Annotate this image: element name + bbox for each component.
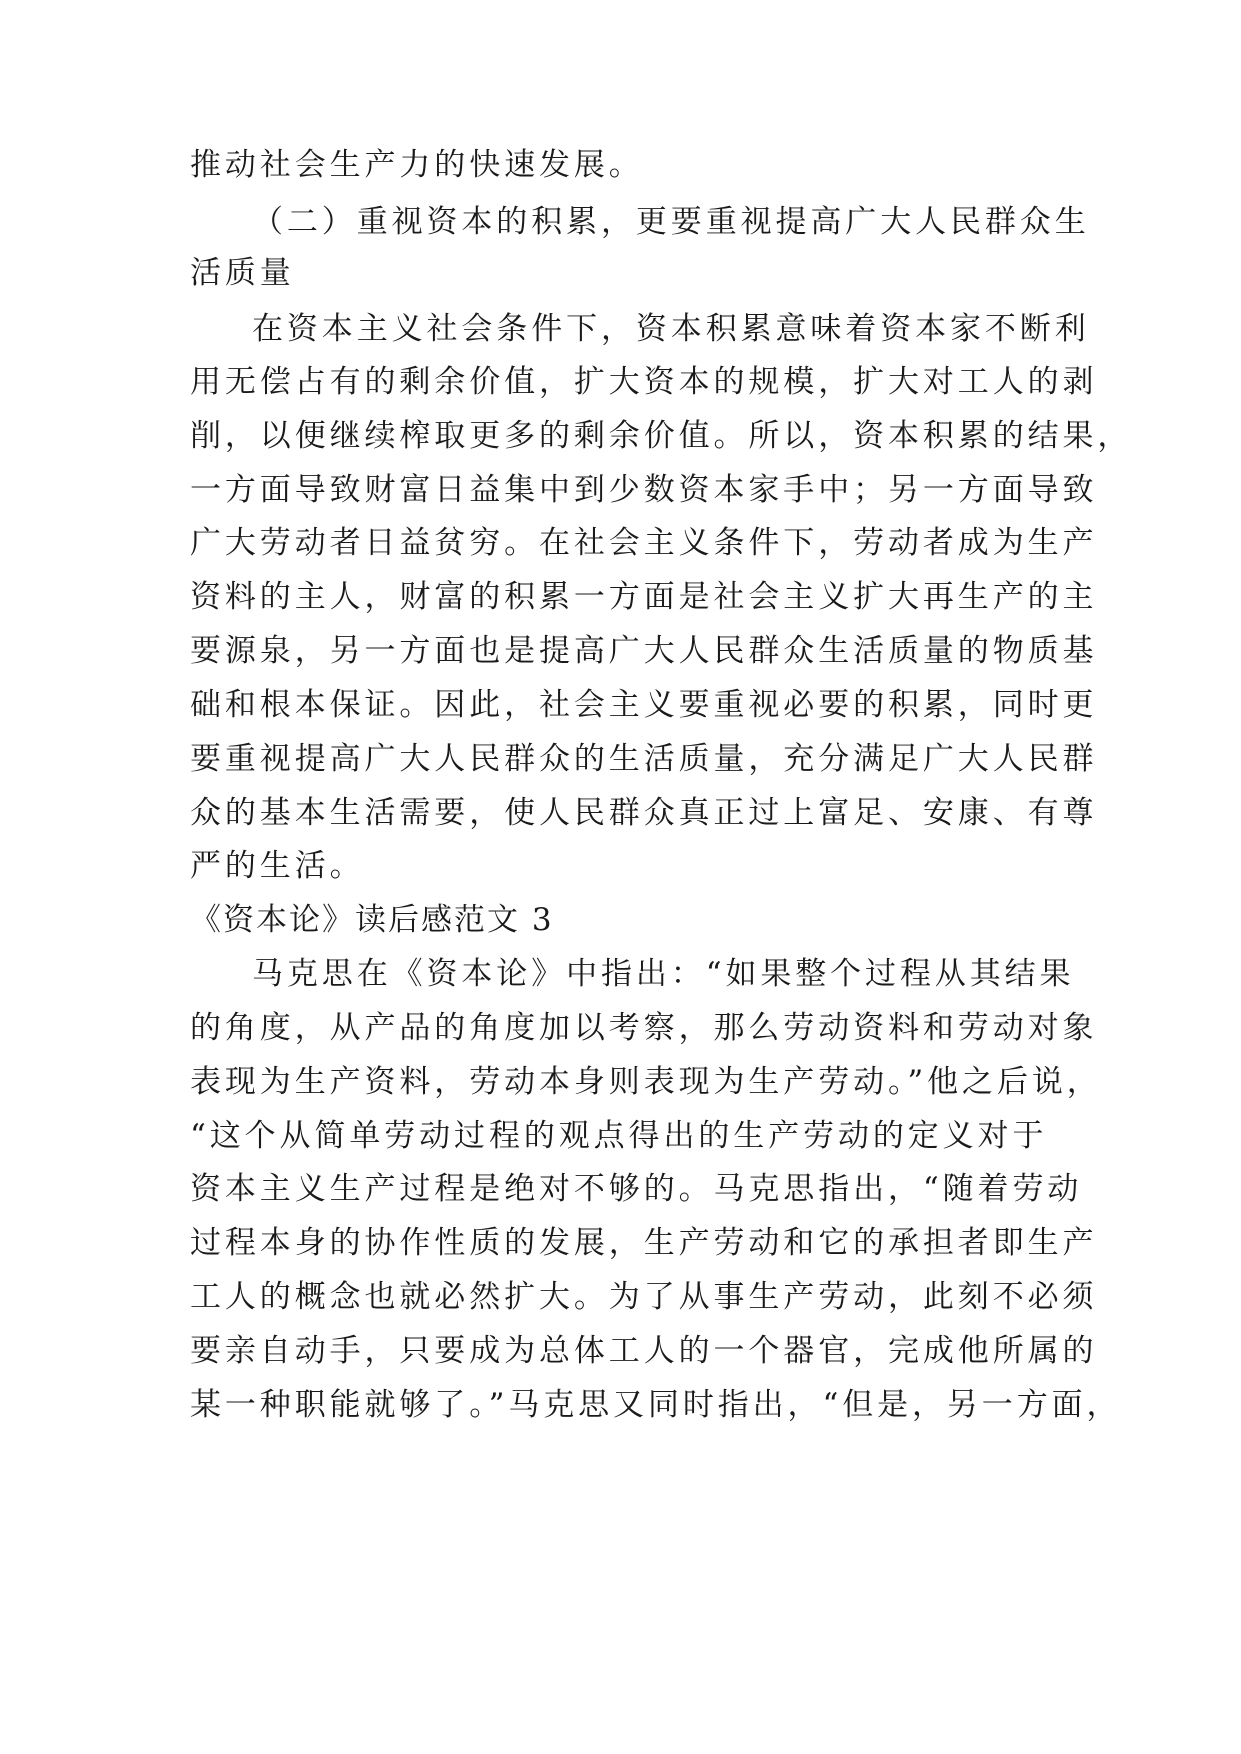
text-line: 削，以便继续榨取更多的剩余价值。所以，资本积累的结果，	[190, 418, 1133, 454]
text-line: 用无偿占有的剩余价值，扩大资本的规模，扩大对工人的剥	[190, 364, 1098, 400]
text-line: 在资本主义社会条件下，资本积累意味着资本家不断利	[252, 311, 1090, 347]
section-heading-line: 活质量	[190, 255, 295, 291]
text-line: 资料的主人，财富的积累一方面是社会主义扩大再生产的主	[190, 579, 1098, 615]
section-heading-line: （二）重视资本的积累，更要重视提高广大人民群众生	[252, 204, 1090, 240]
text-line: 众的基本生活需要，使人民群众真正过上富足、安康、有尊	[190, 795, 1098, 831]
text-line: 表现为生产资料，劳动本身则表现为生产劳动。”他之后说，	[190, 1064, 1102, 1100]
text-line: 严的生活。	[190, 848, 365, 884]
text-line: “这个从简单劳动过程的观点得出的生产劳动的定义对于	[190, 1118, 1048, 1154]
text-line: 础和根本保证。因此，社会主义要重视必要的积累，同时更	[190, 687, 1098, 723]
text-line: 要亲自动手，只要成为总体工人的一个器官，完成他所属的	[190, 1333, 1098, 1369]
text-line: 工人的概念也就必然扩大。为了从事生产劳动，此刻不必须	[190, 1279, 1098, 1315]
text-line: 某一种职能就够了。”马克思又同时指出，“但是，另一方面，	[190, 1387, 1122, 1423]
text-line: 推动社会生产力的快速发展。	[190, 147, 644, 183]
text-line: 广大劳动者日益贫穷。在社会主义条件下，劳动者成为生产	[190, 525, 1098, 561]
essay-title: 《资本论》读后感范文 3	[190, 902, 554, 938]
text-line: 资本主义生产过程是绝对不够的。马克思指出，“随着劳动	[190, 1171, 1083, 1207]
text-line: 要源泉，另一方面也是提高广大人民群众生活质量的物质基	[190, 633, 1098, 669]
text-line: 要重视提高广大人民群众的生活质量，充分满足广大人民群	[190, 741, 1098, 777]
text-line: 的角度，从产品的角度加以考察，那么劳动资料和劳动对象	[190, 1010, 1098, 1046]
text-line: 马克思在《资本论》中指出：“如果整个过程从其结果	[252, 956, 1075, 992]
text-line: 一方面导致财富日益集中到少数资本家手中；另一方面导致	[190, 472, 1098, 508]
text-line: 过程本身的协作性质的发展，生产劳动和它的承担者即生产	[190, 1225, 1098, 1261]
